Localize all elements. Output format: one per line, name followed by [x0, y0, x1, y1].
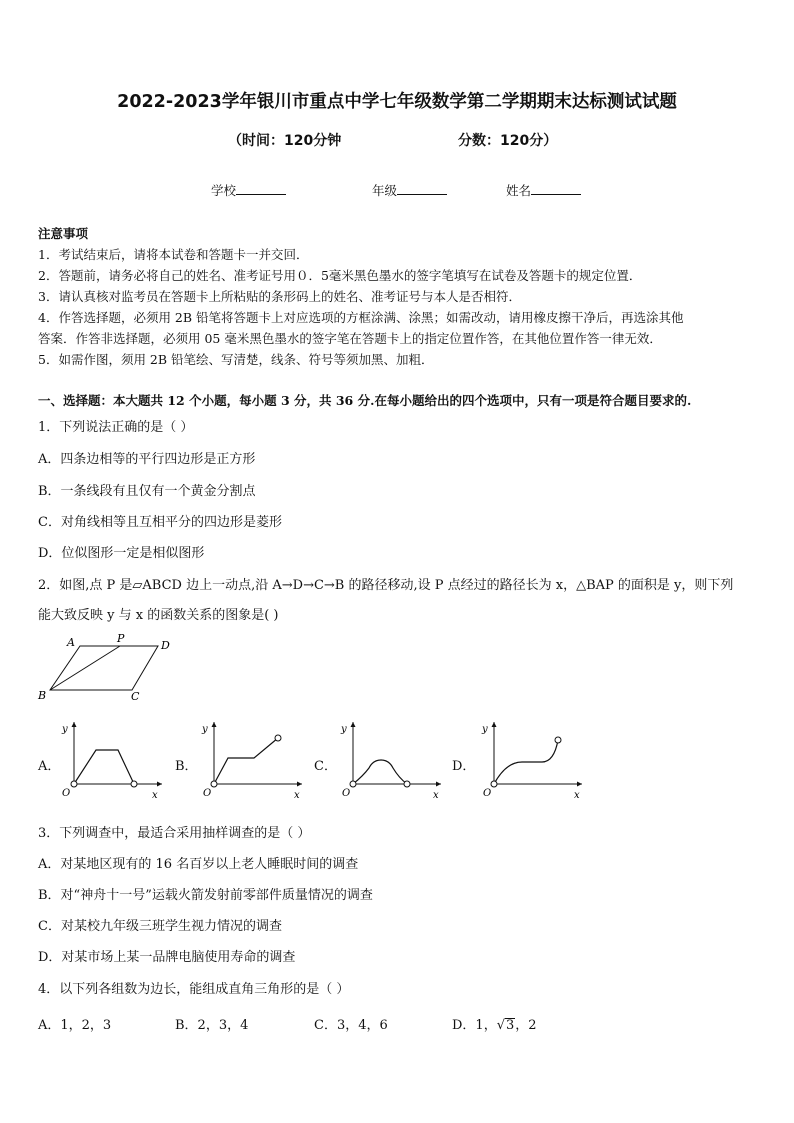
origin-label: O — [62, 788, 71, 799]
axis-y-label: y — [62, 724, 68, 735]
open-point — [71, 781, 77, 787]
grade-label: 年级 — [372, 183, 398, 198]
label-a: A — [67, 636, 75, 649]
y-arrow-icon — [351, 722, 356, 727]
x-arrow-icon — [577, 782, 582, 787]
graph-d-curve — [494, 740, 558, 784]
note-item: 4．作答选择题，必须用 2B 铅笔将答题卡上对应选项的方框涂满、涂黑；如需改动，请用橡皮擦干净后，再选涂其他 — [38, 310, 684, 325]
q4-option-c[interactable]: C．3，4，6 — [314, 1018, 388, 1033]
school-label: 学校 — [211, 183, 237, 198]
q3-option-b[interactable]: B．对“神舟十一号”运载火箭发射前零部件质量情况的调查 — [38, 888, 373, 903]
grade-blank[interactable] — [397, 182, 447, 195]
school-field — [211, 181, 286, 199]
q2-stem-line2: 能大致反映 y 与 x 的函数关系的图象是( ) — [38, 608, 279, 623]
name-blank[interactable] — [531, 182, 581, 195]
graph-c-curve — [353, 760, 407, 784]
notes-heading: 注意事项 — [38, 226, 89, 241]
graph-a-curve — [74, 750, 134, 784]
note-item: 5．如需作图，须用 2B 铅笔绘、写清楚，线条、符号等须加黑、加粗． — [38, 352, 434, 367]
q2-option-c-label[interactable]: C． — [314, 759, 337, 774]
q1-option-d[interactable]: D．位似图形一定是相似图形 — [38, 546, 205, 561]
q4-option-b[interactable]: B．2，3，4 — [175, 1018, 249, 1033]
open-point — [404, 781, 410, 787]
note-item: 答案．作答非选择题，必须用 05 毫米黑色墨水的签字笔在答题卡上的指定位置作答，在其他位置作答一律无效． — [38, 331, 662, 346]
open-point — [555, 737, 561, 743]
q3-option-a[interactable]: A．对某地区现有的 16 名百岁以上老人睡眠时间的调查 — [38, 857, 359, 872]
y-arrow-icon — [212, 722, 217, 727]
origin-label: O — [203, 788, 212, 799]
q4-option-d-prefix: D．1， — [452, 1018, 497, 1033]
axis-y-label: y — [202, 724, 208, 735]
label-p: P — [117, 632, 125, 645]
exam-score: 分数：120分） — [458, 133, 558, 149]
graph-b-curve — [214, 738, 278, 784]
q2-option-a-label[interactable]: A． — [38, 759, 61, 774]
y-arrow-icon — [492, 722, 497, 727]
q4-option-d[interactable] — [452, 1014, 537, 1033]
origin-label: O — [342, 788, 351, 799]
note-item: 2．答题前，请务必将自己的姓名、准考证号用０．5毫米黑色墨水的签字笔填写在试卷及答题卡的规定位置． — [38, 268, 642, 283]
school-blank[interactable] — [236, 182, 286, 195]
q4-option-d-suffix: ，2 — [515, 1018, 537, 1033]
q2-option-d-label[interactable]: D． — [452, 759, 476, 774]
x-arrow-icon — [436, 782, 441, 787]
name-label: 姓名 — [506, 183, 532, 198]
label-b: B — [38, 689, 47, 702]
segment-bp — [50, 646, 120, 690]
exam-time: （时间：120分钟 — [228, 133, 342, 149]
q3-option-c[interactable]: C．对某校九年级三班学生视力情况的调查 — [38, 919, 282, 934]
graph-b[interactable] — [198, 718, 306, 804]
axis-x-label: x — [574, 790, 580, 801]
q4-option-a[interactable]: A．1，2，3 — [38, 1018, 112, 1033]
y-arrow-icon — [72, 722, 77, 727]
axis-y-label: y — [482, 724, 488, 735]
q1-stem: 1．下列说法正确的是（ ） — [38, 420, 194, 435]
sqrt-symbol: √ — [496, 1018, 505, 1033]
axis-y-label: y — [341, 724, 347, 735]
q3-option-d[interactable]: D．对某市场上某一品牌电脑使用寿命的调查 — [38, 950, 296, 965]
q4-stem: 4．以下列各组数为边长，能组成直角三角形的是（ ） — [38, 982, 350, 997]
parallelogram-figure — [36, 632, 176, 704]
q1-option-a[interactable]: A．四条边相等的平行四边形是正方形 — [38, 452, 256, 467]
graph-c[interactable] — [337, 718, 445, 804]
sqrt-radicand: 3 — [506, 1018, 515, 1033]
axis-x-label: x — [152, 790, 158, 801]
open-point — [131, 781, 137, 787]
q3-stem: 3．下列调查中，最适合采用抽样调查的是（ ） — [38, 826, 311, 841]
origin-label: O — [483, 788, 492, 799]
label-c: C — [131, 690, 140, 703]
note-item: 3．请认真核对监考员在答题卡上所粘贴的条形码上的姓名、准考证号与本人是否相符． — [38, 289, 521, 304]
open-point — [491, 781, 497, 787]
x-arrow-icon — [297, 782, 302, 787]
parallelogram-shape — [50, 646, 158, 690]
page-title: 2022-2023学年银川市重点中学七年级数学第二学期期末达标测试试题 — [117, 92, 677, 112]
note-item: 1．考试结束后，请将本试卷和答题卡一并交回． — [38, 247, 309, 262]
grade-field — [372, 181, 447, 199]
x-arrow-icon — [157, 782, 162, 787]
name-field — [506, 181, 581, 199]
axis-x-label: x — [433, 790, 439, 801]
open-point — [275, 735, 281, 741]
q1-option-b[interactable]: B．一条线段有且仅有一个黄金分割点 — [38, 484, 256, 499]
q1-option-c[interactable]: C．对角线相等且互相平分的四边形是菱形 — [38, 515, 282, 530]
axis-x-label: x — [294, 790, 300, 801]
open-point — [350, 781, 356, 787]
graph-d[interactable] — [478, 718, 586, 804]
open-point — [211, 781, 217, 787]
section-heading: 一、选择题：本大题共 12 个小题，每小题 3 分，共 36 分.在每小题给出的四个选项中，只有一项是符合题目要求的. — [38, 393, 692, 408]
graph-a[interactable] — [58, 718, 166, 804]
q2-stem-line1: 2．如图,点 P 是▱ABCD 边上一动点,沿 A→D→C→B 的路径移动,设 P 点经过的路径长为 x，△BAP 的面积是 y，则下列 — [38, 578, 734, 593]
label-d: D — [161, 639, 170, 652]
q2-option-b-label[interactable]: B． — [175, 759, 198, 774]
